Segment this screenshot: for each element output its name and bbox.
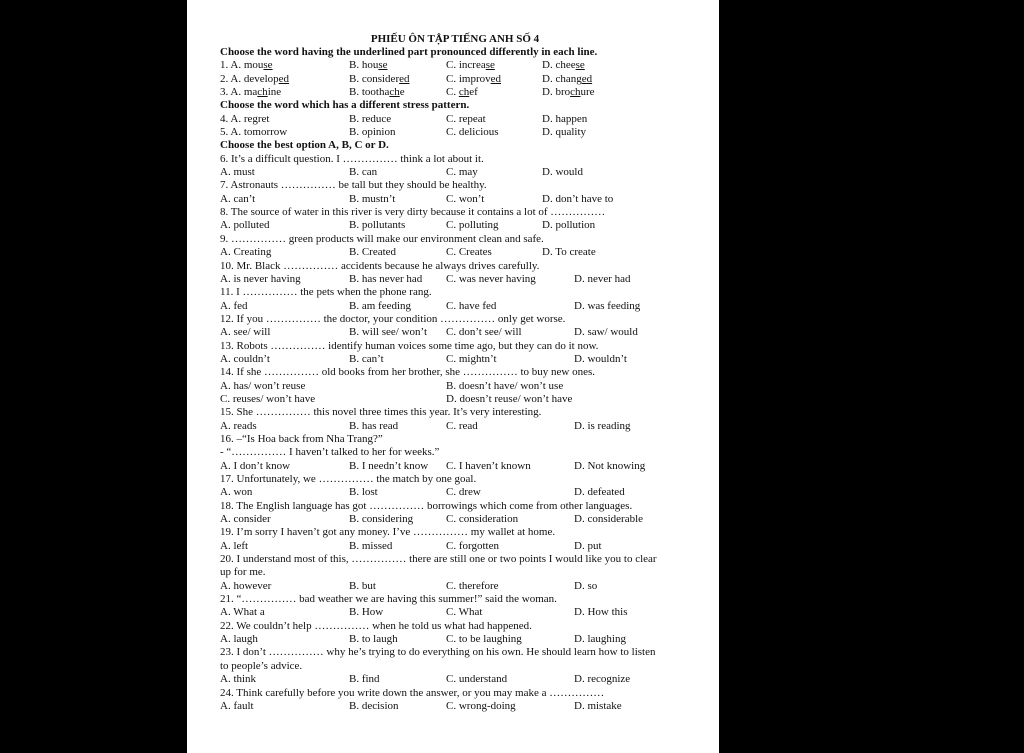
answer-row bbox=[220, 420, 700, 433]
answer-option: D. don’t have to bbox=[542, 192, 614, 205]
answer-option bbox=[542, 73, 592, 86]
option-text: D. chee bbox=[542, 59, 576, 72]
answer-option bbox=[220, 59, 273, 72]
answer-option: D. mistake bbox=[574, 699, 622, 712]
pronunciation-block bbox=[220, 59, 700, 99]
answer-option: A. is never having bbox=[220, 272, 301, 285]
question-stem: 11. I …………… the pets when the phone rang. bbox=[220, 286, 432, 299]
answer-option: A. must bbox=[220, 166, 255, 179]
answer-option: A. reads bbox=[220, 419, 257, 432]
answer-option: A. I don’t know bbox=[220, 459, 291, 472]
answer-option: B. find bbox=[349, 673, 380, 686]
underlined-part: se bbox=[575, 59, 585, 72]
answer-option: C. may bbox=[446, 166, 478, 179]
answer-row bbox=[220, 353, 700, 366]
answer-option bbox=[220, 86, 281, 99]
answer-option: C. won’t bbox=[446, 192, 485, 205]
answer-option bbox=[349, 73, 410, 86]
answer-option: B. missed bbox=[349, 539, 393, 552]
underlined-part: ch bbox=[257, 86, 268, 99]
section-heading: Choose the word having the underlined part pronounced differently in each line. bbox=[220, 46, 598, 58]
question-line bbox=[220, 59, 700, 72]
answer-option: A. think bbox=[220, 673, 257, 686]
question-line bbox=[220, 73, 700, 86]
answer-option bbox=[542, 59, 585, 72]
question-stem: 6. It’s a difficult question. I …………… think a lot about it. bbox=[220, 152, 484, 165]
answer-option: D. so bbox=[574, 579, 598, 592]
option-text: ine bbox=[267, 86, 282, 99]
answer-option: D. recognize bbox=[574, 673, 631, 686]
answer-option bbox=[349, 59, 388, 72]
answer-row bbox=[220, 300, 700, 313]
answer-option: B. pollutants bbox=[349, 219, 406, 232]
answer-option: D. laughing bbox=[574, 633, 626, 646]
option-text: ure bbox=[580, 86, 595, 99]
answer-option: B. decision bbox=[349, 699, 399, 712]
answer-option: D. happen bbox=[542, 112, 588, 125]
answer-option: B. I needn’t know bbox=[349, 459, 429, 472]
option-text: mou bbox=[243, 59, 264, 72]
answer-option: C. have fed bbox=[446, 299, 497, 312]
answer-option: B. Created bbox=[349, 246, 397, 259]
option-text: D. bro bbox=[542, 86, 571, 99]
answer-row bbox=[220, 326, 700, 339]
question-line bbox=[220, 113, 700, 126]
answer-option bbox=[446, 59, 495, 72]
answer-option: C. therefore bbox=[446, 579, 499, 592]
answer-option: B. am feeding bbox=[349, 299, 412, 312]
answer-option: B. will see/ won’t bbox=[349, 326, 428, 339]
question-stem: 9. …………… green products will make our environment clean and safe. bbox=[220, 232, 544, 245]
answer-option: C. understand bbox=[446, 673, 508, 686]
underlined-part: ch bbox=[458, 86, 470, 99]
answer-row bbox=[220, 700, 700, 713]
answer-row bbox=[220, 606, 700, 619]
question-stem: 18. The English language has got …………… borrowings which come from other languages. bbox=[220, 499, 633, 512]
answer-option: B. can’t bbox=[349, 352, 384, 365]
question-stem: 24. Think carefully before you write down the answer, or you may make a …………… bbox=[220, 686, 605, 699]
underlined-part: se bbox=[263, 59, 273, 72]
underlined-part: se bbox=[485, 59, 495, 72]
question-line bbox=[220, 126, 700, 139]
answer-option bbox=[446, 73, 501, 86]
answer-option: C. was never having bbox=[446, 272, 536, 285]
answer-option: D. pollution bbox=[542, 219, 596, 232]
answer-option: D. never had bbox=[574, 272, 631, 285]
question-stem: 14. If she …………… old books from her brother, she …………… to buy new ones. bbox=[220, 366, 596, 379]
answer-option: B. doesn’t have/ won’t use bbox=[446, 379, 564, 392]
answer-option: C. What bbox=[446, 606, 483, 619]
worksheet-page bbox=[187, 0, 719, 753]
answer-option: A. laugh bbox=[220, 633, 258, 646]
answer-option: B. considering bbox=[349, 513, 414, 526]
answer-row bbox=[220, 166, 700, 179]
question-stem: 21. “…………… bad weather we are having this summer!” said the woman. bbox=[220, 593, 557, 606]
answer-row bbox=[220, 273, 700, 286]
answer-option: A. see/ will bbox=[220, 326, 271, 339]
answer-option: C. polluting bbox=[446, 219, 499, 232]
question-stem: 7. Astronauts …………… be tall but they should be healthy. bbox=[220, 179, 487, 192]
answer-option: C. to be laughing bbox=[446, 633, 522, 646]
underlined-part: ch bbox=[389, 86, 400, 99]
answer-option: B. to laugh bbox=[349, 633, 398, 646]
option-text: D. chang bbox=[542, 72, 582, 85]
question-stem: 13. Robots …………… identify human voices some time ago, but they can do it now. bbox=[220, 339, 599, 352]
underlined-part: se bbox=[378, 59, 388, 72]
answer-option: D. put bbox=[574, 539, 602, 552]
answer-option: C. reuses/ won’t have bbox=[220, 392, 316, 405]
answer-option: C. consideration bbox=[446, 513, 519, 526]
answer-row bbox=[220, 486, 700, 499]
option-text: B. tootha bbox=[349, 86, 390, 99]
question-stem: 10. Mr. Black …………… accidents because he always drives carefully. bbox=[220, 259, 540, 272]
answer-option: A. What a bbox=[220, 606, 265, 619]
question-stem: 23. I don’t …………… why he’s trying to do everything on his own. He should learn how to listen bbox=[220, 646, 656, 659]
answer-row bbox=[220, 193, 700, 206]
answer-option: C. forgotten bbox=[446, 539, 499, 552]
answer-option: C. I haven’t known bbox=[446, 459, 531, 472]
answer-option: D. saw/ would bbox=[574, 326, 638, 339]
answer-option: D. doesn’t reuse/ won’t have bbox=[446, 392, 573, 405]
answer-option: A. won bbox=[220, 486, 253, 499]
underlined-part: ed bbox=[581, 72, 593, 85]
answer-option: D. To create bbox=[542, 246, 596, 259]
answer-option: D. defeated bbox=[574, 486, 625, 499]
page-title: PHIẾU ÔN TẬP TIẾNG ANH SỐ 4 bbox=[370, 33, 540, 45]
answer-option: C. read bbox=[446, 419, 478, 432]
answer-option: D. is reading bbox=[574, 419, 631, 432]
question-number: 1. A. bbox=[220, 59, 244, 72]
option-text: ef bbox=[469, 86, 478, 99]
answer-option: A. polluted bbox=[220, 219, 270, 232]
answer-option: A. however bbox=[220, 579, 272, 592]
underlined-part: ed bbox=[278, 72, 290, 85]
section-heading: Choose the best option A, B, C or D. bbox=[220, 139, 389, 152]
underlined-part: ed bbox=[490, 72, 502, 85]
answer-option: A. has/ won’t reuse bbox=[220, 379, 306, 392]
answer-row bbox=[220, 460, 700, 473]
question-number: 3. A. bbox=[220, 86, 244, 99]
answer-option: D. would bbox=[542, 166, 583, 179]
answer-option: 5. A. tomorrow bbox=[220, 126, 288, 139]
answer-row bbox=[220, 513, 700, 526]
answer-option: B. can bbox=[349, 166, 378, 179]
question-stem: 12. If you …………… the doctor, your condition …………… only get worse. bbox=[220, 312, 566, 325]
option-text: B. hou bbox=[349, 59, 379, 72]
answer-option: A. Creating bbox=[220, 246, 272, 259]
questions-block bbox=[220, 153, 700, 713]
answer-row bbox=[220, 393, 700, 406]
answer-option: D. quality bbox=[542, 126, 586, 139]
option-text: C. improv bbox=[446, 72, 491, 85]
underlined-part: ed bbox=[399, 72, 410, 85]
answer-option bbox=[349, 86, 405, 99]
option-text: C. bbox=[446, 86, 459, 99]
answer-option: A. fed bbox=[220, 299, 248, 312]
question-stem: 17. Unfortunately, we …………… the match by one goal. bbox=[220, 473, 477, 485]
worksheet-content bbox=[220, 32, 700, 713]
option-text: develop bbox=[243, 72, 279, 85]
stress-block bbox=[220, 113, 700, 140]
answer-row bbox=[220, 219, 700, 232]
answer-option: B. reduce bbox=[349, 112, 392, 125]
answer-option: B. has never had bbox=[349, 272, 423, 285]
question-stem: 22. We couldn’t help …………… when he told us what had happened. bbox=[220, 619, 532, 632]
answer-row bbox=[220, 246, 700, 259]
answer-option bbox=[446, 86, 478, 99]
answer-row bbox=[220, 380, 700, 393]
option-text: B. consider bbox=[349, 72, 400, 85]
answer-option: A. fault bbox=[220, 699, 254, 712]
answer-option: B. opinion bbox=[349, 126, 396, 139]
answer-option: A. left bbox=[220, 539, 249, 552]
question-stem: 19. I’m sorry I haven’t got any money. I’ve …………… my wallet at home. bbox=[220, 526, 556, 539]
answer-option: B. has read bbox=[349, 419, 399, 432]
question-stem: - “…………… I haven’t talked to her for weeks.” bbox=[220, 446, 440, 459]
question-stem: 15. She …………… this novel three times this year. It’s very interesting. bbox=[220, 406, 542, 419]
answer-option: D. was feeding bbox=[574, 299, 641, 312]
question-stem: to people’s advice. bbox=[220, 659, 303, 672]
answer-option: 4. A. regret bbox=[220, 112, 270, 125]
question-line bbox=[220, 86, 700, 99]
answer-option: D. wouldn’t bbox=[574, 352, 627, 365]
answer-option: C. delicious bbox=[446, 126, 499, 139]
question-stem: 16. –“Is Hoa back from Nha Trang?” bbox=[220, 432, 383, 445]
option-text: ma bbox=[243, 86, 258, 99]
section-heading: Choose the word which has a different stress pattern. bbox=[220, 99, 470, 112]
answer-option: C. mightn’t bbox=[446, 352, 497, 365]
answer-option: D. considerable bbox=[574, 513, 644, 526]
answer-row bbox=[220, 673, 700, 686]
answer-option bbox=[542, 86, 595, 99]
question-stem: 20. I understand most of this, …………… there are still one or two points I would like you to clear bbox=[220, 553, 657, 566]
answer-option: A. consider bbox=[220, 513, 271, 526]
answer-option: D. How this bbox=[574, 606, 628, 619]
answer-row bbox=[220, 580, 700, 593]
answer-option: A. couldn’t bbox=[220, 352, 270, 365]
answer-option: C. repeat bbox=[446, 112, 486, 125]
answer-option: D. Not knowing bbox=[574, 459, 646, 472]
answer-option: A. can’t bbox=[220, 192, 256, 205]
answer-option: B. but bbox=[349, 579, 376, 592]
answer-option: B. How bbox=[349, 606, 384, 619]
answer-row bbox=[220, 540, 700, 553]
question-stem: 8. The source of water in this river is very dirty because it contains a lot of …………… bbox=[220, 206, 606, 219]
option-text: e bbox=[399, 86, 405, 99]
underlined-part: ch bbox=[570, 86, 581, 99]
answer-option: C. don’t see/ will bbox=[446, 326, 522, 339]
answer-option: C. wrong-doing bbox=[446, 699, 516, 712]
question-stem: up for me. bbox=[220, 566, 266, 579]
answer-option: C. drew bbox=[446, 486, 481, 499]
option-text: C. increa bbox=[446, 59, 486, 72]
answer-option: B. lost bbox=[349, 486, 378, 499]
answer-option: B. mustn’t bbox=[349, 192, 396, 205]
answer-option bbox=[220, 73, 289, 86]
question-number: 2. A. bbox=[220, 72, 244, 85]
answer-option: C. Creates bbox=[446, 246, 492, 259]
answer-row bbox=[220, 633, 700, 646]
